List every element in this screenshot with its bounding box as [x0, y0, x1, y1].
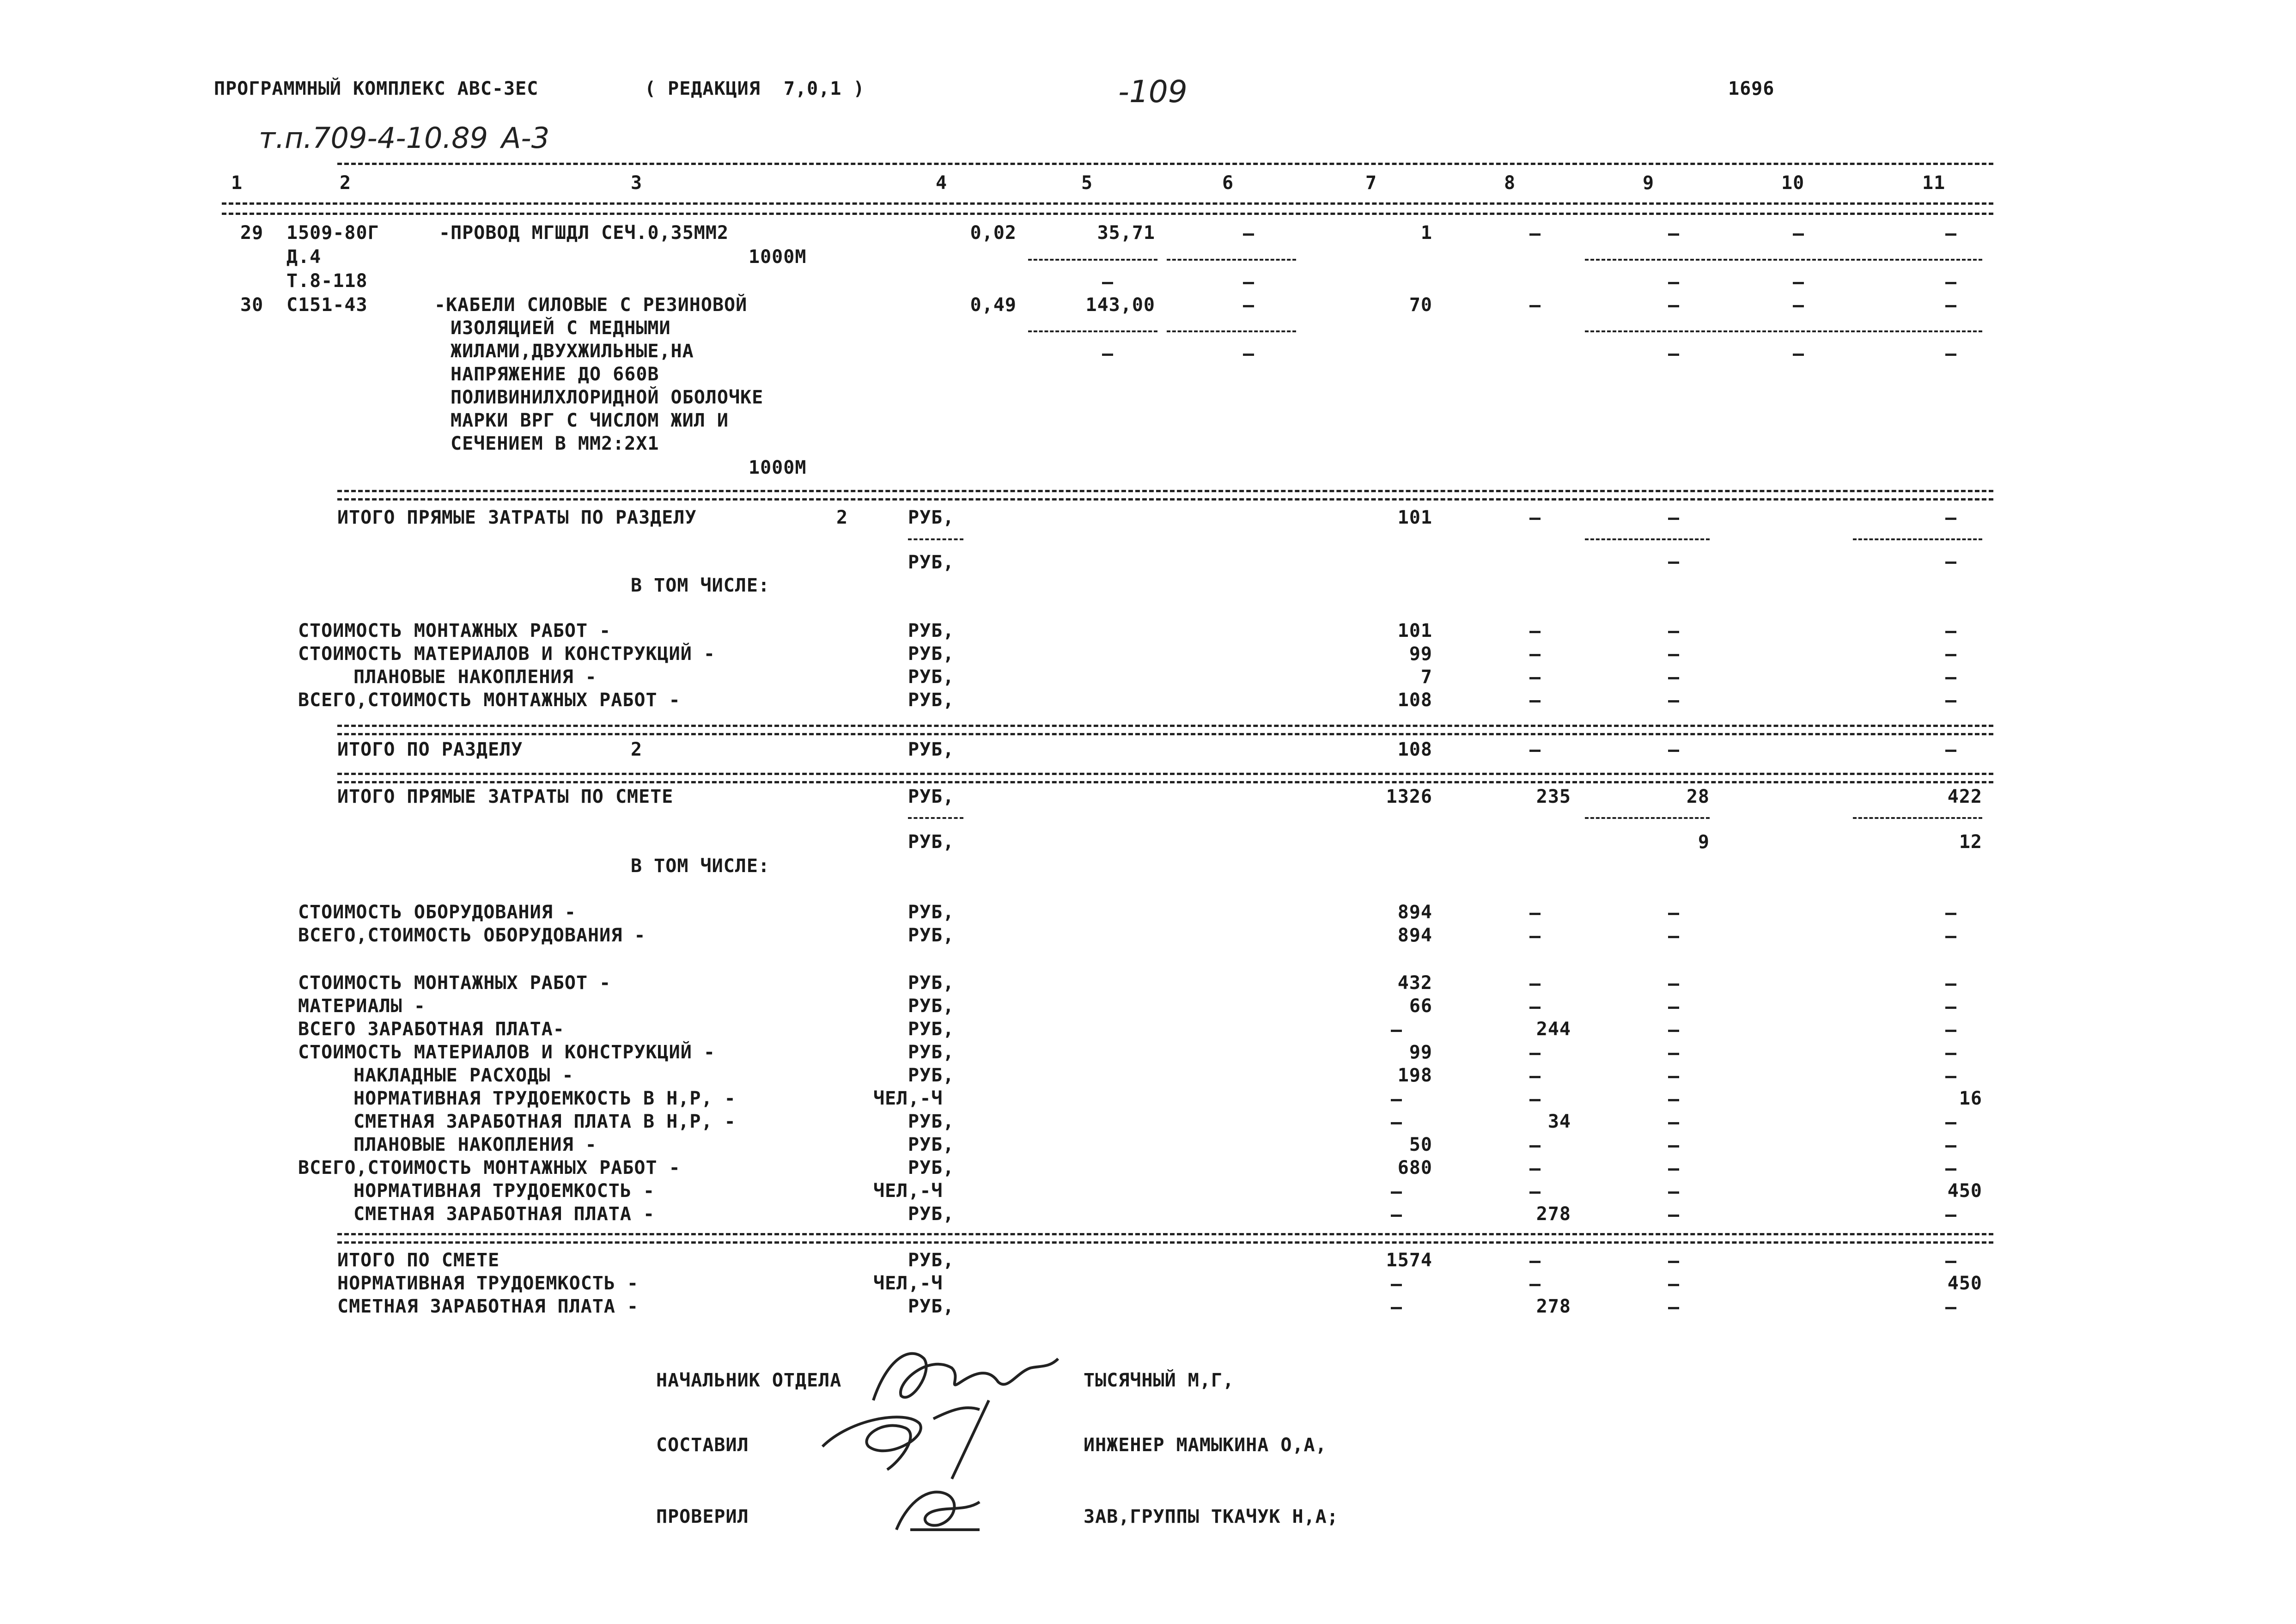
row-label: НАКЛАДНЫЕ РАСХОДЫ - [353, 1065, 574, 1086]
row-label: ПЛАНОВЫЕ НАКОПЛЕНИЯ - [353, 1134, 597, 1155]
rule-segment [1167, 330, 1296, 332]
dash [1793, 354, 1804, 356]
dash [1243, 233, 1254, 236]
item-price: 35,71 [1097, 222, 1155, 244]
dash [1945, 354, 1956, 356]
dash [1529, 983, 1541, 986]
dash [1243, 305, 1254, 307]
dash [1668, 1030, 1679, 1032]
dash [1529, 1145, 1541, 1148]
unit-rub: РУБ, [908, 552, 955, 573]
dash [1945, 700, 1956, 702]
dash [1668, 1191, 1679, 1194]
item-col7: 1 [1420, 222, 1432, 244]
dash [1668, 631, 1679, 633]
row-unit: РУБ, [908, 1042, 955, 1063]
dash [1793, 282, 1804, 284]
dash [1668, 913, 1679, 915]
section-total-rule [337, 725, 1993, 727]
dash [1529, 233, 1541, 236]
dash [1945, 913, 1956, 915]
final-rule-2 [337, 1241, 1993, 1244]
signature-person: ИНЖЕНЕР МАМЫКИНА О,А, [1084, 1435, 1327, 1456]
rule-segment [1585, 259, 1982, 261]
dash [1668, 305, 1679, 307]
dash [1391, 1215, 1402, 1217]
signature-role: НАЧАЛЬНИК ОТДЕЛА [656, 1370, 842, 1391]
col-4: 4 [936, 172, 948, 194]
estimate-rule-2 [337, 781, 1993, 783]
row-c7: 432 [1397, 972, 1432, 994]
dash [1529, 631, 1541, 633]
row-value: 99 [1409, 643, 1432, 665]
section-direct-costs-label: ИТОГО ПРЯМЫЕ ЗАТРАТЫ ПО РАЗДЕЛУ [337, 507, 697, 528]
dash [1529, 700, 1541, 702]
item-number: 29 [240, 222, 264, 244]
final-rule [337, 1233, 1993, 1235]
dash [1945, 654, 1956, 656]
section-total-value: 108 [1397, 739, 1432, 760]
page-number: -109 [1118, 74, 1188, 110]
rule-segment [908, 817, 963, 819]
rule-segment [908, 538, 963, 540]
signature-person: ТЫСЯЧНЫЙ М,Г, [1084, 1370, 1235, 1391]
row-unit: РУБ, [908, 925, 955, 946]
dash [1945, 518, 1956, 520]
row-label: СТОИМОСТЬ МОНТАЖНЫХ РАБОТ - [298, 620, 611, 641]
item-quantity: 0,02 [970, 222, 1017, 244]
row-c7: 198 [1397, 1065, 1432, 1086]
including-label: В ТОМ ЧИСЛЕ: [631, 575, 770, 596]
dash [1945, 1307, 1956, 1309]
rule-segment [1167, 259, 1296, 261]
col-8: 8 [1504, 172, 1516, 194]
row-label: ВСЕГО,СТОИМОСТЬ МОНТАЖНЫХ РАБОТ - [298, 690, 681, 711]
item-name-line2: ИЗОЛЯЦИЕЙ С МЕДНЫМИ [451, 317, 671, 339]
row-unit: РУБ, [908, 1250, 955, 1271]
dash [1945, 1168, 1956, 1171]
row-label: ВСЕГО,СТОИМОСТЬ ОБОРУДОВАНИЯ - [298, 925, 646, 946]
dash [1668, 354, 1679, 356]
estimate-sub-c9: 9 [1698, 831, 1710, 853]
estimate-direct-c7: 1326 [1386, 786, 1432, 807]
col-7: 7 [1365, 172, 1377, 194]
program-title: ПРОГРАММНЫЙ КОМПЛЕКС АВС-ЗЕС [214, 78, 539, 99]
dash [1945, 750, 1956, 752]
dash [1529, 936, 1541, 938]
item-name: -ПРОВОД МГШДЛ СЕЧ.0,35ММ2 [439, 222, 729, 244]
row-unit: РУБ, [908, 1296, 955, 1317]
dash [1945, 1261, 1956, 1263]
col-2: 2 [340, 172, 352, 194]
row-unit: РУБ, [908, 1111, 955, 1132]
section-number: 2 [836, 507, 848, 528]
section-number: 2 [631, 739, 643, 760]
document-code: 1696 [1728, 78, 1775, 99]
row-c7: 50 [1409, 1134, 1432, 1155]
col-6: 6 [1222, 172, 1234, 194]
dash [1529, 1261, 1541, 1263]
dash [1668, 1099, 1679, 1101]
row-unit: ЧЕЛ,-Ч [873, 1273, 943, 1294]
row-unit: РУБ, [908, 643, 955, 665]
dash [1668, 1307, 1679, 1309]
item-unit: 1000М [749, 246, 807, 268]
section-direct-costs-value: 101 [1397, 507, 1432, 528]
row-label: ВСЕГО ЗАРАБОТНАЯ ПЛАТА- [298, 1019, 565, 1040]
row-c8: 34 [1547, 1111, 1571, 1132]
item-unit: 1000М [749, 457, 807, 478]
row-c7: 99 [1409, 1042, 1432, 1063]
dash [1945, 305, 1956, 307]
including-label: В ТОМ ЧИСЛЕ: [631, 855, 770, 877]
row-label: ПЛАНОВЫЕ НАКОПЛЕНИЯ - [353, 666, 597, 688]
dash [1529, 913, 1541, 915]
estimate-sub-c11: 12 [1959, 831, 1982, 853]
col-5: 5 [1081, 172, 1093, 194]
handwritten-signature-2 [813, 1391, 1017, 1484]
dash [1668, 1076, 1679, 1078]
item-name-line6: МАРКИ ВРГ С ЧИСЛОМ ЖИЛ И [451, 410, 729, 431]
col-11: 11 [1922, 172, 1946, 194]
row-unit: РУБ, [908, 666, 955, 688]
dash [1391, 1191, 1402, 1194]
item-name-line1: -КАБЕЛИ СИЛОВЫЕ С РЕЗИНОВОЙ [434, 294, 748, 316]
estimate-direct-c11: 422 [1947, 786, 1982, 807]
signature-role: СОСТАВИЛ [656, 1435, 749, 1456]
item-name-line4: НАПРЯЖЕНИЕ ДО 660В [451, 364, 659, 385]
row-label: СМЕТНАЯ ЗАРАБОТНАЯ ПЛАТА - [353, 1203, 655, 1225]
row-unit: РУБ, [908, 620, 955, 641]
row-unit: РУБ, [908, 1203, 955, 1225]
edition-label: ( РЕДАКЦИЯ 7,0,1 ) [645, 78, 865, 99]
unit-rub: РУБ, [908, 739, 955, 760]
signature-role: ПРОВЕРИЛ [656, 1506, 749, 1527]
item-col7: 70 [1409, 294, 1432, 316]
estimate-direct-label: ИТОГО ПРЯМЫЕ ЗАТРАТЫ ПО СМЕТЕ [337, 786, 674, 807]
row-label: НОРМАТИВНАЯ ТРУДОЕМКОСТЬ - [353, 1180, 655, 1202]
row-label: МАТЕРИАЛЫ - [298, 995, 426, 1017]
section-rule [337, 490, 1993, 492]
row-c8: 244 [1536, 1019, 1571, 1040]
dash [1529, 1168, 1541, 1171]
row-label: СМЕТНАЯ ЗАРАБОТНАЯ ПЛАТА В Н,Р, - [353, 1111, 736, 1132]
rule-segment [1028, 330, 1157, 332]
item-quantity: 0,49 [970, 294, 1017, 316]
row-c11: 450 [1947, 1180, 1982, 1202]
col-9: 9 [1643, 172, 1655, 194]
dash [1945, 1053, 1956, 1055]
row-unit: РУБ, [908, 1157, 955, 1178]
dash [1668, 1122, 1679, 1124]
dash [1668, 750, 1679, 752]
row-unit: РУБ, [908, 1019, 955, 1040]
row-value: 7 [1420, 666, 1432, 688]
dash [1668, 1284, 1679, 1286]
row-c7: 894 [1397, 925, 1432, 946]
dash [1668, 936, 1679, 938]
dash [1391, 1099, 1402, 1101]
dash [1945, 282, 1956, 284]
dash [1668, 282, 1679, 284]
row-c7: 1574 [1386, 1250, 1432, 1271]
dash [1668, 1261, 1679, 1263]
col-1: 1 [231, 172, 243, 194]
dash [1945, 631, 1956, 633]
estimate-rule [337, 773, 1993, 775]
item-number: 30 [240, 294, 264, 316]
dash [1668, 654, 1679, 656]
dash [1529, 1284, 1541, 1286]
header-bottom-rule-2 [222, 213, 1993, 215]
dash [1945, 983, 1956, 986]
section-rule-2 [337, 498, 1993, 501]
dash [1793, 233, 1804, 236]
dash [1391, 1030, 1402, 1032]
item-code: С151-43 [286, 294, 368, 316]
rule-segment [1585, 538, 1710, 540]
row-value: 108 [1397, 690, 1432, 711]
row-c8: 278 [1536, 1203, 1571, 1225]
dash [1945, 1007, 1956, 1009]
row-label: СТОИМОСТЬ ОБОРУДОВАНИЯ - [298, 902, 576, 923]
rule-segment [1028, 259, 1157, 261]
dash [1668, 562, 1679, 564]
unit-rub: РУБ, [908, 786, 955, 807]
row-c7: 66 [1409, 995, 1432, 1017]
dash [1945, 1030, 1956, 1032]
dash [1793, 305, 1804, 307]
dash [1668, 983, 1679, 986]
dash [1391, 1284, 1402, 1286]
dash [1529, 1076, 1541, 1078]
dash [1945, 1215, 1956, 1217]
dash [1668, 1215, 1679, 1217]
header-top-rule [337, 163, 1993, 165]
dash [1945, 677, 1956, 679]
dash [1945, 1076, 1956, 1078]
item-code-line3: Т.8-118 [286, 270, 368, 292]
row-c11: 450 [1947, 1273, 1982, 1294]
dash [1529, 305, 1541, 307]
dash [1391, 1307, 1402, 1309]
section-total-label: ИТОГО ПО РАЗДЕЛУ [337, 739, 523, 760]
dash [1668, 233, 1679, 236]
section-total-rule-2 [337, 733, 1993, 735]
item-code-line2: Д.4 [286, 246, 322, 268]
row-unit: РУБ, [908, 690, 955, 711]
rule-segment [1853, 817, 1982, 819]
dash [1529, 654, 1541, 656]
dash [1529, 1007, 1541, 1009]
dash [1529, 750, 1541, 752]
dash [1529, 1099, 1541, 1101]
dash [1102, 354, 1113, 356]
item-code: 1509-80Г [286, 222, 379, 244]
row-c7: 680 [1397, 1157, 1432, 1178]
estimate-direct-c8: 235 [1536, 786, 1571, 807]
item-name-line5: ПОЛИВИНИЛХЛОРИДНОЙ ОБОЛОЧКЕ [451, 387, 764, 408]
dash [1243, 282, 1254, 284]
dash [1668, 700, 1679, 702]
dash [1529, 1191, 1541, 1194]
row-label: НОРМАТИВНАЯ ТРУДОЕМКОСТЬ В Н,Р, - [353, 1088, 736, 1109]
row-c11: 16 [1959, 1088, 1982, 1109]
dash [1945, 562, 1956, 564]
rule-segment [1585, 817, 1710, 819]
unit-rub: РУБ, [908, 507, 955, 528]
dash [1668, 518, 1679, 520]
handwritten-reference: т.п.709-4-10.89 [259, 121, 488, 155]
header-bottom-rule [222, 202, 1993, 205]
dash [1391, 1122, 1402, 1124]
dash [1668, 1053, 1679, 1055]
dash [1668, 1145, 1679, 1148]
row-label: СТОИМОСТЬ МАТЕРИАЛОВ И КОНСТРУКЦИЙ - [298, 1042, 715, 1063]
row-c7: 894 [1397, 902, 1432, 923]
row-unit: РУБ, [908, 1134, 955, 1155]
row-unit: РУБ, [908, 1065, 955, 1086]
dash [1102, 282, 1113, 284]
row-label: ИТОГО ПО СМЕТЕ [337, 1250, 500, 1271]
row-label: ВСЕГО,СТОИМОСТЬ МОНТАЖНЫХ РАБОТ - [298, 1157, 681, 1178]
col-3: 3 [631, 172, 643, 194]
dash [1668, 1168, 1679, 1171]
rule-segment [1853, 538, 1982, 540]
dash [1668, 1007, 1679, 1009]
dash [1243, 354, 1254, 356]
row-unit: РУБ, [908, 902, 955, 923]
dash [1529, 518, 1541, 520]
handwritten-signature-3 [887, 1479, 989, 1539]
row-unit: ЧЕЛ,-Ч [873, 1180, 943, 1202]
dash [1945, 936, 1956, 938]
row-value: 101 [1397, 620, 1432, 641]
row-unit: РУБ, [908, 995, 955, 1017]
estimate-direct-c9: 28 [1686, 786, 1710, 807]
item-price: 143,00 [1085, 294, 1155, 316]
dash [1529, 677, 1541, 679]
dash [1529, 1053, 1541, 1055]
dash [1945, 1145, 1956, 1148]
row-label: СМЕТНАЯ ЗАРАБОТНАЯ ПЛАТА - [337, 1296, 639, 1317]
handwritten-album: А-3 [501, 121, 550, 155]
row-label: НОРМАТИВНАЯ ТРУДОЕМКОСТЬ - [337, 1273, 639, 1294]
item-name-line3: ЖИЛАМИ,ДВУХЖИЛЬНЫЕ,НА [451, 341, 694, 362]
signature-person: ЗАВ,ГРУППЫ ТКАЧУК Н,А; [1084, 1506, 1339, 1527]
dash [1668, 677, 1679, 679]
dash [1945, 233, 1956, 236]
row-label: СТОИМОСТЬ МОНТАЖНЫХ РАБОТ - [298, 972, 611, 994]
rule-segment [1585, 330, 1982, 332]
row-c8: 278 [1536, 1296, 1571, 1317]
dash [1945, 1122, 1956, 1124]
unit-rub: РУБ, [908, 831, 955, 853]
item-name-line7: СЕЧЕНИЕМ В ММ2:2Х1 [451, 433, 659, 454]
row-unit: ЧЕЛ,-Ч [873, 1088, 943, 1109]
col-10: 10 [1781, 172, 1805, 194]
row-label: СТОИМОСТЬ МАТЕРИАЛОВ И КОНСТРУКЦИЙ - [298, 643, 715, 665]
row-unit: РУБ, [908, 972, 955, 994]
